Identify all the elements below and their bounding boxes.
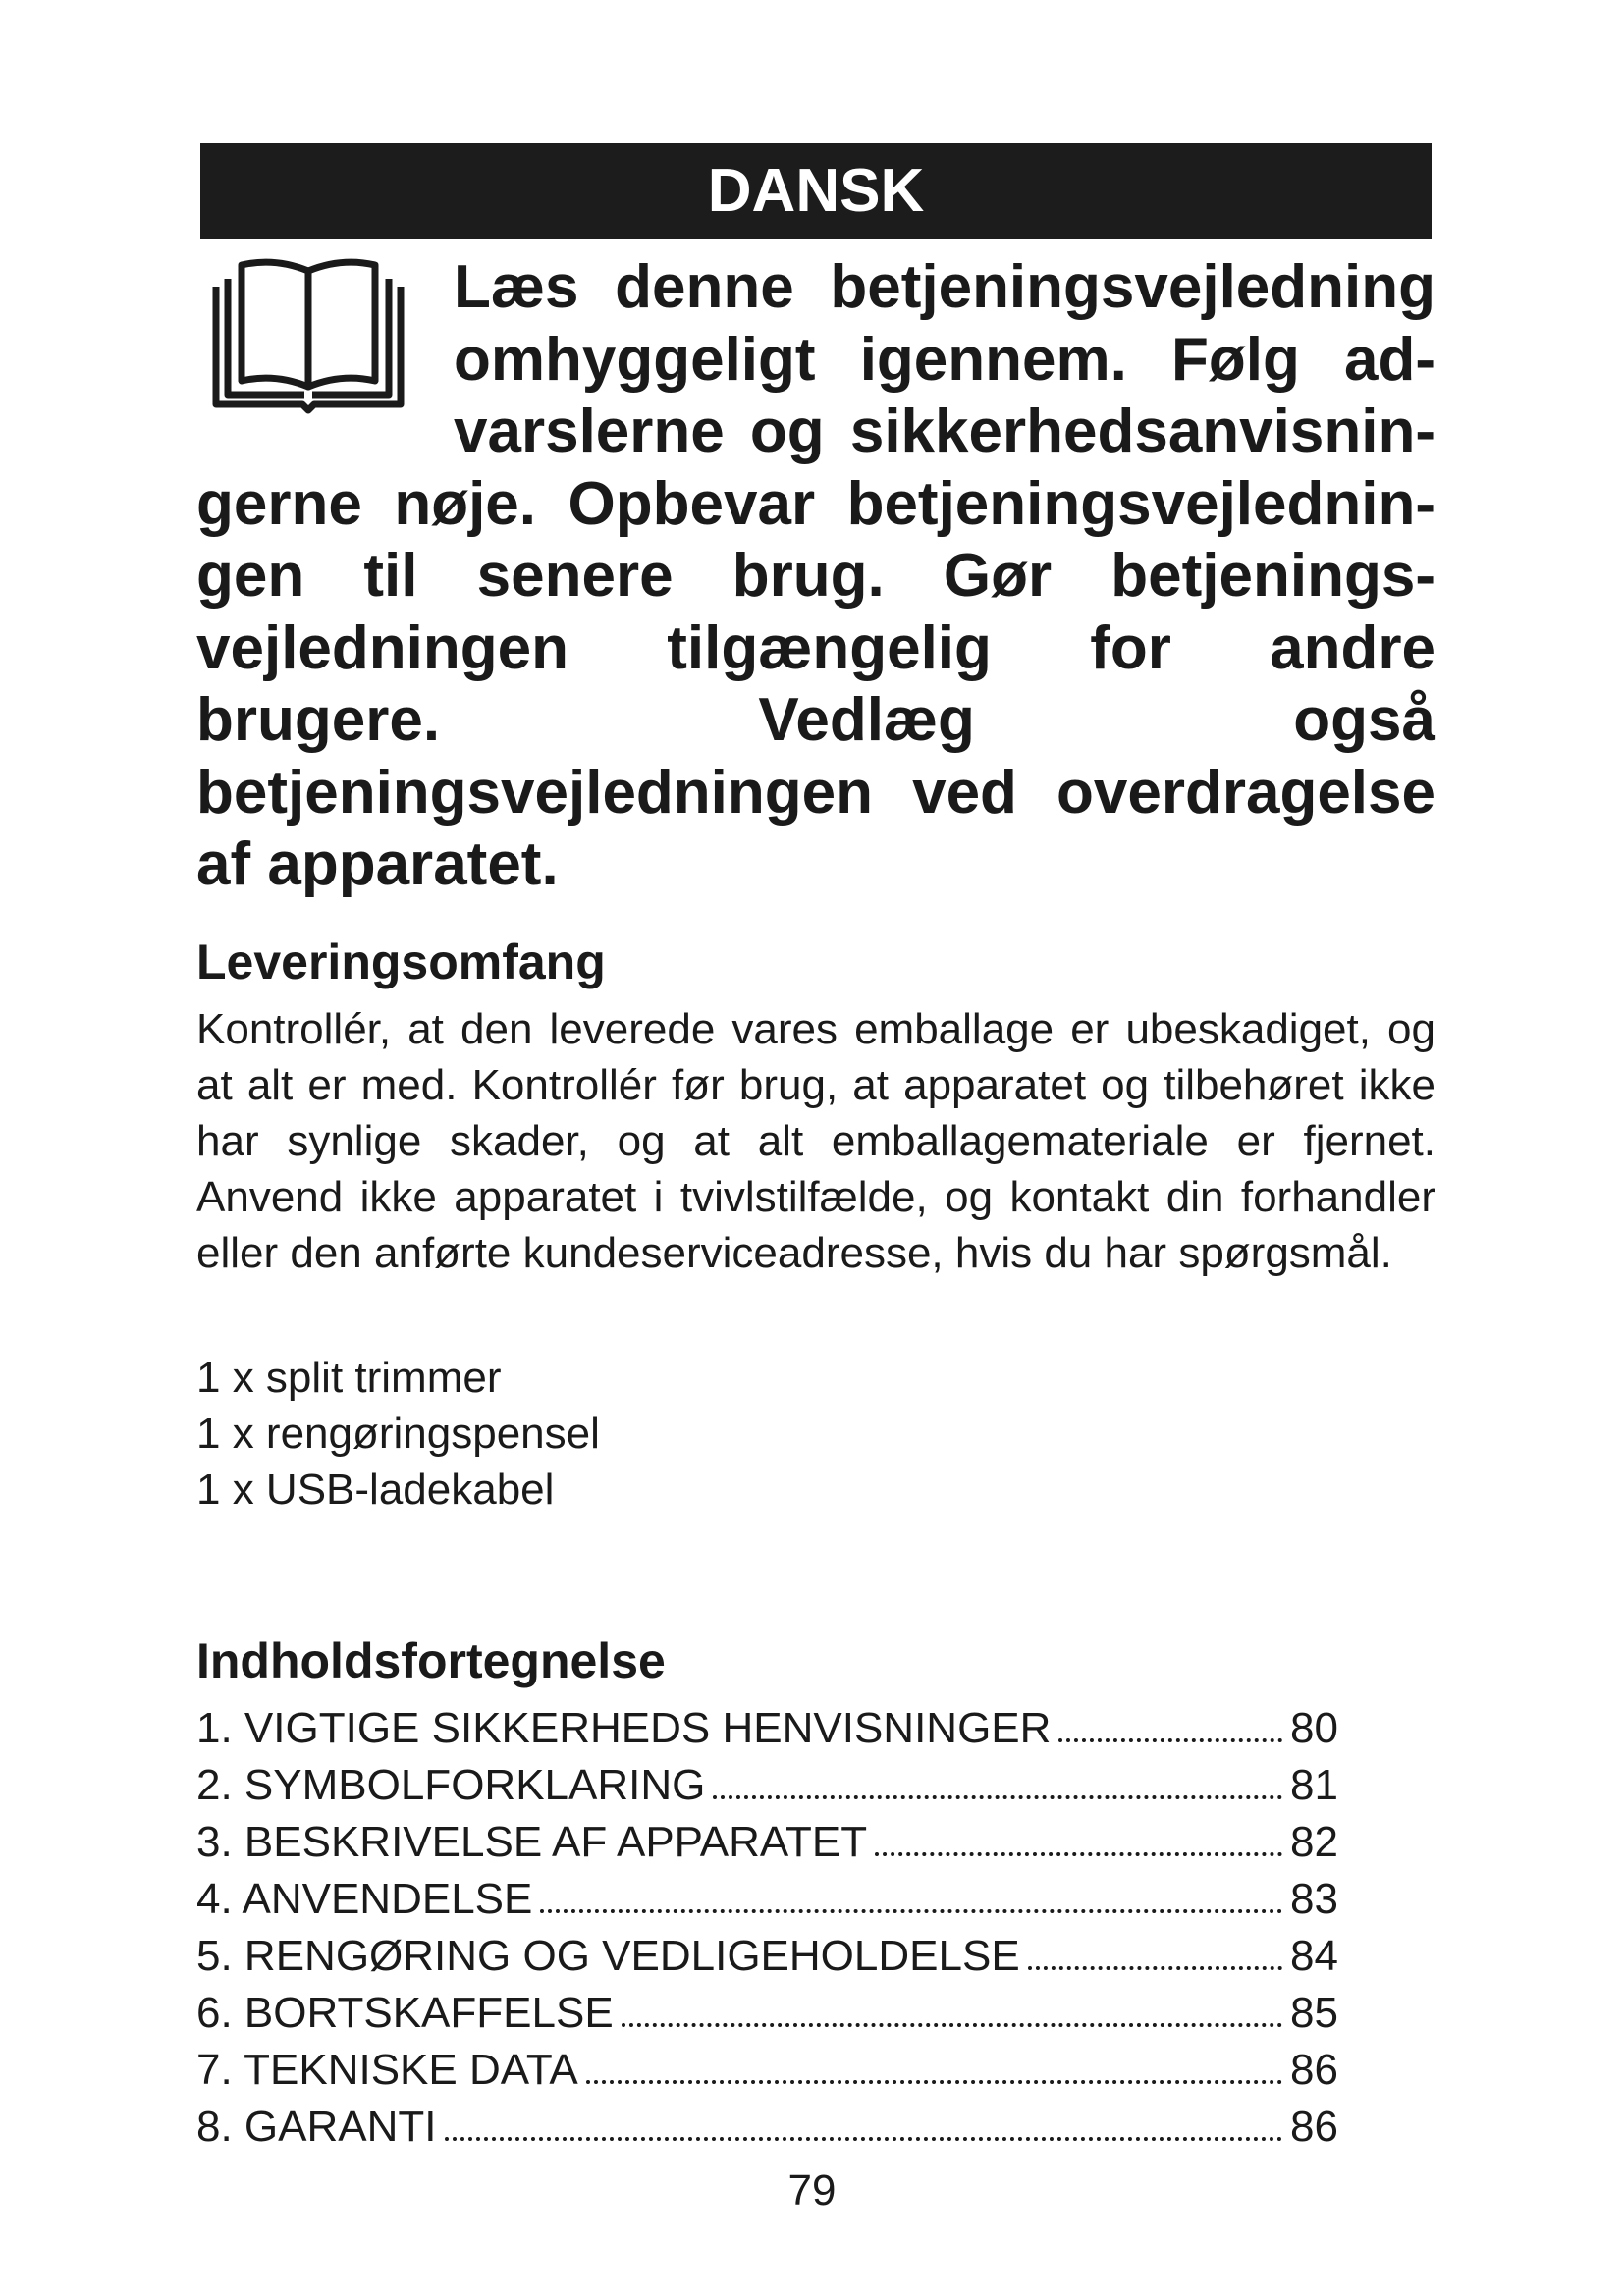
list-item: 1 x split trimmer: [196, 1354, 502, 1402]
toc-leader: [586, 2080, 1282, 2084]
toc-entry-title: 5. RENGØRING OG VEDLIGEHOLDELSE: [196, 1932, 1020, 1980]
toc-entry[interactable]: [196, 1985, 1345, 2042]
toc-entry-title: 2. SYMBOLFORKLARING: [196, 1761, 706, 1809]
toc-entry-title: 3. BESKRIVELSE AF APPARATET: [196, 1818, 868, 1866]
language-banner: [200, 143, 1432, 239]
toc-entry-title: 4. ANVENDELSE: [196, 1875, 533, 1923]
scope-paragraph: Kontrollér, at den leverede vares emballage er ubeskadiget, og at alt er med. Kontrollér før brug, at apparatet og tilbehøret ikke har synlige skader, og at alt emballagemateriale er fjernet. Anvend ikke apparatet i tvivlstilfælde, og kontakt din forhandler eller den anførte kundeserviceadresse, hvis du har spørgsmål.: [196, 1005, 1435, 1277]
toc-entry-page: 84: [1290, 1932, 1338, 1980]
toc-entry-page: 85: [1290, 1989, 1338, 2037]
toc-entry[interactable]: [196, 1757, 1345, 1814]
toc-leader: [622, 2023, 1282, 2027]
toc-entry[interactable]: [196, 1928, 1345, 1985]
toc-entry-page: 83: [1290, 1875, 1338, 1923]
list-item: 1 x rengøringspensel: [196, 1410, 600, 1458]
scope-title: Leveringsomfang: [196, 934, 606, 989]
toc-entry[interactable]: [196, 2099, 1345, 2156]
toc-entry-title: 8. GARANTI: [196, 2103, 437, 2151]
toc-entry-page: 86: [1290, 2103, 1338, 2151]
scope-items-list: [196, 1350, 600, 1518]
toc-entry-page: 81: [1290, 1761, 1338, 1809]
intro-paragraph: [196, 251, 1435, 901]
toc-entry[interactable]: [196, 1700, 1345, 1757]
intro-text: Læs denne betjeningsvejledning omhyggeligt igennem. Følg advarslerne og sikkerhedsanvisningerne nøje. Opbevar betjeningsvejledningen til senere brug. Gør betjeningsvejledningen tilgængelig for andre brugere. Vedlæg også betjeningsvejledningen ved overdragelse af apparatet.: [196, 253, 1435, 898]
language-label: DANSK: [707, 157, 925, 225]
toc-entry-title: 6. BORTSKAFFELSE: [196, 1989, 614, 2037]
page-number: 79: [787, 2166, 837, 2215]
toc-leader: [445, 2137, 1283, 2141]
toc-entry[interactable]: [196, 2042, 1345, 2099]
toc-entry[interactable]: [196, 1814, 1345, 1871]
toc-leader: [1058, 1738, 1282, 1742]
toc-entry-title: 7. TEKNISKE DATA: [196, 2046, 578, 2094]
table-of-contents: [196, 1700, 1345, 2156]
toc-entry[interactable]: [196, 1871, 1345, 1928]
toc-leader: [875, 1852, 1282, 1856]
toc-title: Indholdsfortegnelse: [196, 1633, 666, 1688]
toc-entry-title: 1. VIGTIGE SIKKERHEDS HENVISNINGER: [196, 1704, 1052, 1752]
toc-entry-page: 86: [1290, 2046, 1338, 2094]
toc-entry-page: 80: [1290, 1704, 1338, 1752]
toc-leader: [713, 1795, 1282, 1799]
icon-spacer: [196, 251, 454, 448]
toc-entry-page: 82: [1290, 1818, 1338, 1866]
toc-leader: [540, 1909, 1282, 1913]
toc-leader: [1028, 1966, 1282, 1970]
list-item: 1 x USB-ladekabel: [196, 1466, 555, 1514]
